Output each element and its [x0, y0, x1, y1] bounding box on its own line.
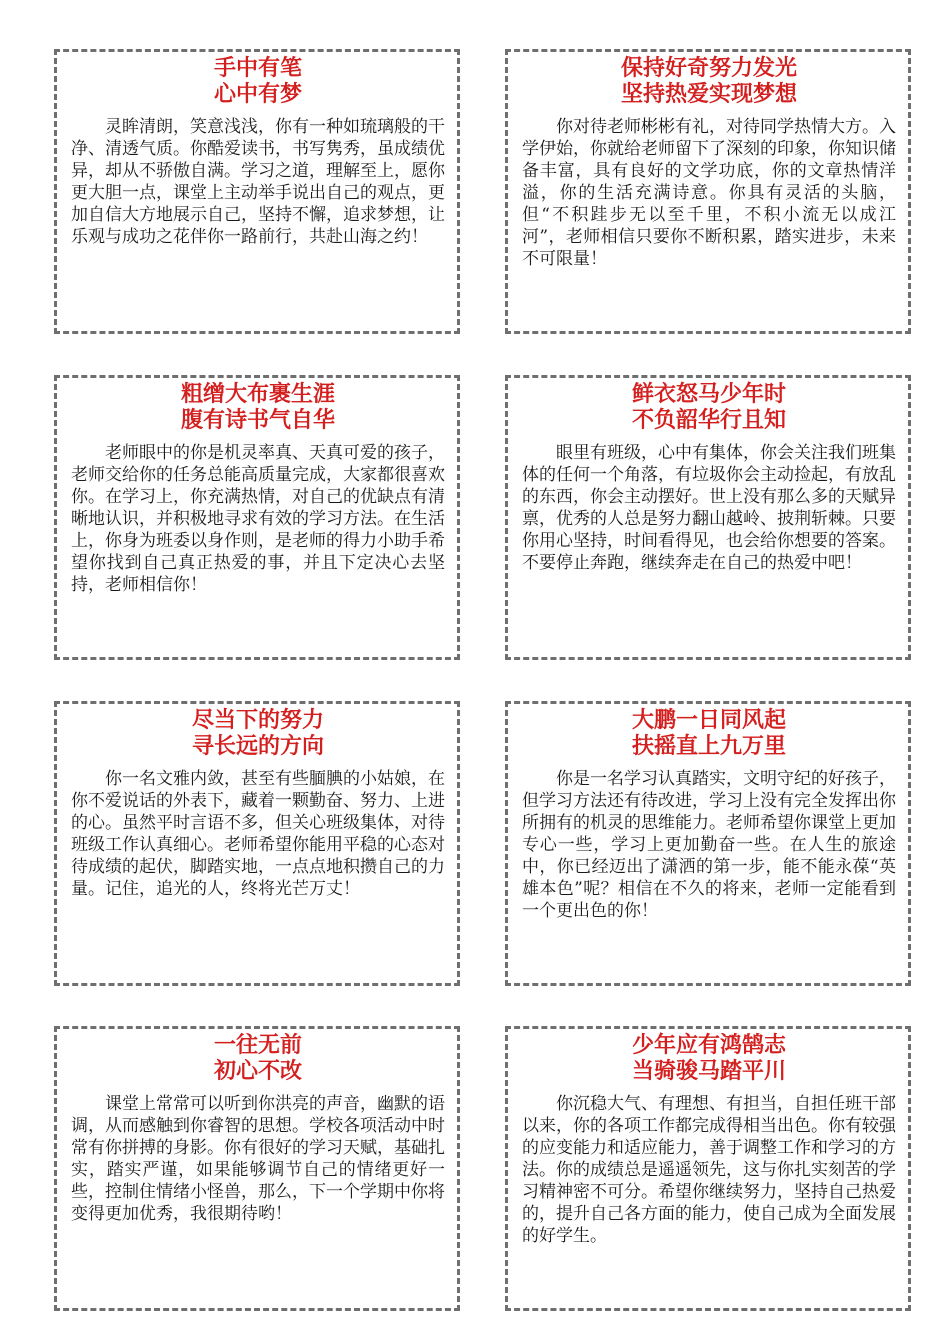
- card-title: [71, 382, 445, 434]
- comment-card: [505, 701, 911, 986]
- card-title-line: 寻长远的方向: [191, 734, 324, 759]
- card-title: [71, 708, 445, 760]
- card-title-line: 鲜衣怒马少年时: [631, 382, 786, 407]
- card-title-line: 不负韶华行且知: [631, 408, 786, 433]
- card-title-line: 一往无前: [213, 1033, 302, 1058]
- card-title: [71, 56, 445, 108]
- card-title-line: 手中有笔: [213, 56, 302, 81]
- comment-card: [54, 375, 460, 660]
- comment-card: [54, 49, 460, 334]
- card-body: 你沉稳大气、有理想、有担当，自担任班干部以来，你的各项工作都完成得相当出色。你有较强的应变能力和适应能力，善于调整工作和学习的方法。你的成绩总是遥遥领先，这与你扎实刻苦的学习精神密不可分。希望你继续努力，坚持自己热爱的，提升自己各方面的能力，使自己成为全面发展的好学生。: [522, 1094, 896, 1246]
- card-title-line: 心中有梦: [213, 82, 302, 107]
- card-body: 你对待老师彬彬有礼，对待同学热情大方。入学伊始，你就给老师留下了深刻的印象，你知识储备丰富，具有良好的文学功底，你的文章热情洋溢，你的生活充满诗意。你具有灵活的头脑，但“不积跬步无以至千里，不积小流无以成江河”，老师相信只要你不断积累，踏实进步，未来不可限量！: [522, 117, 896, 269]
- card-title-line: 少年应有鸿鹄志: [631, 1033, 786, 1058]
- card-title: [71, 1033, 445, 1085]
- card-title-line: 坚持热爱实现梦想: [620, 82, 797, 107]
- comment-card: [505, 1026, 911, 1311]
- card-title: [522, 708, 896, 760]
- card-title: [522, 56, 896, 108]
- comment-card: [505, 49, 911, 334]
- card-title-line: 尽当下的努力: [191, 708, 324, 733]
- card-title: [522, 382, 896, 434]
- comment-card: [54, 1026, 460, 1311]
- card-title-line: 当骑骏马踏平川: [631, 1059, 786, 1084]
- card-body: 灵眸清朗，笑意浅浅，你有一种如琉璃般的干净、清透气质。你酷爱读书，书写隽秀，虽成绩优异，却从不骄傲自满。学习之道，理解至上，愿你更大胆一点，课堂上主动举手说出自己的观点，更加自信大方地展示自己，坚持不懈，追求梦想，让乐观与成功之花伴你一路前行，共赴山海之约！: [71, 117, 445, 247]
- card-title: [522, 1033, 896, 1085]
- card-title-line: 腹有诗书气自华: [180, 408, 335, 433]
- card-title-line: 大鹏一日同风起: [631, 708, 786, 733]
- comment-card: [54, 701, 460, 986]
- card-title-line: 初心不改: [213, 1059, 302, 1084]
- card-title-line: 粗缯大布裹生涯: [180, 382, 335, 407]
- card-body: 眼里有班级，心中有集体，你会关注我们班集体的任何一个角落，有垃圾你会主动捡起，有放乱的东西，你会主动摆好。世上没有那么多的天赋异禀，优秀的人总是努力翻山越岭、披荆斩棘。只要你用心坚持，时间看得见，也会给你想要的答案。不要停止奔跑，继续奔走在自己的热爱中吧！: [522, 443, 896, 573]
- card-title-line: 扶摇直上九万里: [631, 734, 786, 759]
- card-body: 老师眼中的你是机灵率真、天真可爱的孩子，老师交给你的任务总能高质量完成，大家都很喜欢你。在学习上，你充满热情，对自己的优缺点有清晰地认识，并积极地寻求有效的学习方法。在生活上，你身为班委以身作则，是老师的得力小助手希望你找到自己真正热爱的事，并且下定决心去坚持，老师相信你！: [71, 443, 445, 595]
- card-title-line: 保持好奇努力发光: [620, 56, 797, 81]
- card-body: 你是一名学习认真踏实，文明守纪的好孩子，但学习方法还有待改进，学习上没有完全发挥出你所拥有的机灵的思维能力。老师希望你课堂上更加专心一些，学习上更加勤奋一些。在人生的旅途中，你已经迈出了潇洒的第一步，能不能永葆“英雄本色”呢？相信在不久的将来，老师一定能看到一个更出色的你！: [522, 769, 896, 921]
- card-body: 课堂上常常可以听到你洪亮的声音，幽默的语调，从而感触到你睿智的思想。学校各项活动中时常有你拼搏的身影。你有很好的学习天赋，基础扎实，踏实严谨，如果能够调节自己的情绪更好一些，控制住情绪小怪兽，那么，下一个学期中你将变得更加优秀，我很期待哟！: [71, 1094, 445, 1224]
- comment-card: [505, 375, 911, 660]
- card-body: 你一名文雅内敛，甚至有些腼腆的小姑娘，在你不爱说话的外表下，藏着一颗勤奋、努力、上进的心。虽然平时言语不多，但关心班级集体，对待班级工作认真细心。老师希望你能用平稳的心态对待成绩的起伏，脚踏实地，一点点地积攒自己的力量。记住，追光的人，终将光芒万丈！: [71, 769, 445, 899]
